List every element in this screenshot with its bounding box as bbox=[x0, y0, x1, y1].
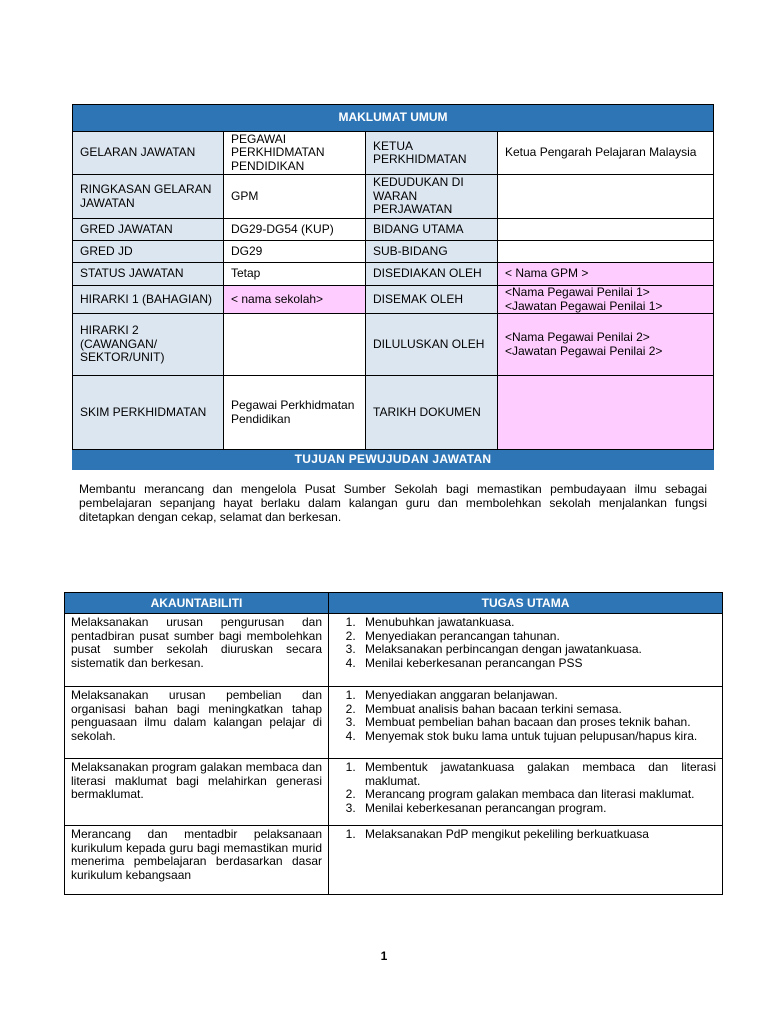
disemak-oleh-value bbox=[498, 286, 714, 314]
list-item: 3. Melaksanakan perbincangan dengan jawatankuasa. bbox=[359, 643, 716, 657]
diluluskan-jawatan: <Jawatan Pegawai Penilai 2> bbox=[505, 343, 663, 358]
akauntabiliti-table bbox=[64, 592, 723, 895]
accountability-cell: Melaksanakan urusan pembelian dan organisasi bahan bagi meningkatkan tahap penguasaan ilmu dalam kalangan pelajar di sekolah. bbox=[65, 687, 329, 759]
status-jawatan-label: STATUS JAWATAN bbox=[73, 263, 224, 286]
hirarki1-value: < nama sekolah> bbox=[224, 286, 366, 314]
ringkasan-gelaran-label: RINGKASAN GELARAN JAWATAN bbox=[73, 175, 224, 219]
table-row bbox=[65, 687, 723, 759]
gred-jawatan-label: GRED JAWATAN bbox=[73, 219, 224, 241]
hirarki2-value bbox=[224, 314, 366, 376]
disemak-nama: <Nama Pegawai Penilai 1> bbox=[505, 285, 650, 299]
tujuan-pewujudan-title: TUJUAN PEWUJUDAN JAWATAN bbox=[73, 450, 714, 470]
tasks-cell bbox=[329, 687, 723, 759]
tasks-cell bbox=[329, 826, 723, 895]
kedudukan-waran-value bbox=[498, 175, 714, 219]
diluluskan-oleh-label: DILULUSKAN OLEH bbox=[366, 314, 498, 376]
disemak-jawatan: <Jawatan Pegawai Penilai 1> bbox=[505, 298, 663, 313]
gred-jd-label: GRED JD bbox=[73, 241, 224, 263]
list-item: 1. Melaksanakan PdP mengikut pekeliling berkuatkuasa bbox=[359, 828, 716, 842]
accountability-cell: Melaksanakan program galakan membaca dan literasi maklumat bagi melahirkan generasi bermaklumat. bbox=[65, 759, 329, 826]
list-item: 1. Menubuhkan jawatankuasa. bbox=[359, 616, 716, 630]
page-number: 1 bbox=[380, 949, 388, 963]
disemak-oleh-label: DISEMAK OLEH bbox=[366, 286, 498, 314]
kedudukan-waran-label: KEDUDUKAN DI WARAN PERJAWATAN bbox=[366, 175, 498, 219]
maklumat-umum-table bbox=[72, 104, 714, 470]
task-list bbox=[335, 616, 716, 670]
akauntabiliti-header: AKAUNTABILITI bbox=[65, 593, 329, 614]
ketua-perkhidmatan-value: Ketua Pengarah Pelajaran Malaysia bbox=[498, 132, 714, 175]
list-item: 1. Membentuk jawatankuasa galakan membaca dan literasi maklumat. bbox=[359, 761, 716, 788]
list-item: 2. Merancang program galakan membaca dan literasi maklumat. bbox=[359, 788, 716, 802]
tugas-utama-header: TUGAS UTAMA bbox=[329, 593, 723, 614]
ketua-perkhidmatan-label: KETUA PERKHIDMATAN bbox=[366, 132, 498, 175]
list-item: 2. Menyediakan perancangan tahunan. bbox=[359, 630, 716, 644]
disediakan-oleh-label: DISEDIAKAN OLEH bbox=[366, 263, 498, 286]
gred-jd-value: DG29 bbox=[224, 241, 366, 263]
task-list bbox=[335, 689, 716, 743]
diluluskan-oleh-value bbox=[498, 314, 714, 376]
list-item: 3. Membuat pembelian bahan bacaan dan proses teknik bahan. bbox=[359, 716, 716, 730]
task-list bbox=[335, 828, 716, 842]
tarikh-dokumen-value bbox=[498, 376, 714, 450]
gelaran-jawatan-label: GELARAN JAWATAN bbox=[73, 132, 224, 175]
disediakan-oleh-value: < Nama GPM > bbox=[498, 263, 714, 286]
list-item: 1. Menyediakan anggaran belanjawan. bbox=[359, 689, 716, 703]
table-row bbox=[65, 614, 723, 687]
list-item: 3. Menilai keberkesanan perancangan program. bbox=[359, 802, 716, 816]
bidang-utama-value bbox=[498, 219, 714, 241]
tasks-cell bbox=[329, 759, 723, 826]
status-jawatan-value: Tetap bbox=[224, 263, 366, 286]
tujuan-pewujudan-text: Membantu merancang dan mengelola Pusat Sumber Sekolah bagi memastikan pembudayaan ilmu sebagai pembelajaran sepanjang hayat berlaku dalam kalangan guru dan membolehkan sekolah menjalankan fungsi ditetapkan dengan cekap, selamat dan berkesan. bbox=[79, 482, 707, 524]
ringkasan-gelaran-value: GPM bbox=[224, 175, 366, 219]
hirarki2-label: HIRARKI 2 (CAWANGAN/ SEKTOR/UNIT) bbox=[73, 314, 224, 376]
gred-jawatan-value: DG29-DG54 (KUP) bbox=[224, 219, 366, 241]
gelaran-jawatan-value: PEGAWAI PERKHIDMATAN PENDIDIKAN bbox=[224, 132, 366, 175]
list-item: 4. Menilai keberkesanan perancangan PSS bbox=[359, 657, 716, 671]
skim-perkhidmatan-label: SKIM PERKHIDMATAN bbox=[73, 376, 224, 450]
table-row bbox=[65, 759, 723, 826]
table-row bbox=[65, 826, 723, 895]
skim-perkhidmatan-value: Pegawai Perkhidmatan Pendidikan bbox=[224, 376, 366, 450]
accountability-cell: Melaksanakan urusan pengurusan dan pentadbiran pusat sumber bagi membolehkan pusat sumber sekolah diuruskan secara sistematik dan berkesan. bbox=[65, 614, 329, 687]
maklumat-umum-title: MAKLUMAT UMUM bbox=[73, 105, 714, 132]
tasks-cell bbox=[329, 614, 723, 687]
list-item: 2. Membuat analisis bahan bacaan terkini semasa. bbox=[359, 703, 716, 717]
tarikh-dokumen-label: TARIKH DOKUMEN bbox=[366, 376, 498, 450]
sub-bidang-value bbox=[498, 241, 714, 263]
hirarki1-label: HIRARKI 1 (BAHAGIAN) bbox=[73, 286, 224, 314]
task-list bbox=[335, 761, 716, 815]
accountability-cell: Merancang dan mentadbir pelaksanaan kurikulum kepada guru bagi memastikan murid menerima pembelajaran berdasarkan dasar kurikulum kebangsaan bbox=[65, 826, 329, 895]
bidang-utama-label: BIDANG UTAMA bbox=[366, 219, 498, 241]
sub-bidang-label: SUB-BIDANG bbox=[366, 241, 498, 263]
diluluskan-nama: <Nama Pegawai Penilai 2> bbox=[505, 330, 650, 344]
list-item: 4. Menyemak stok buku lama untuk tujuan pelupusan/hapus kira. bbox=[359, 730, 716, 744]
